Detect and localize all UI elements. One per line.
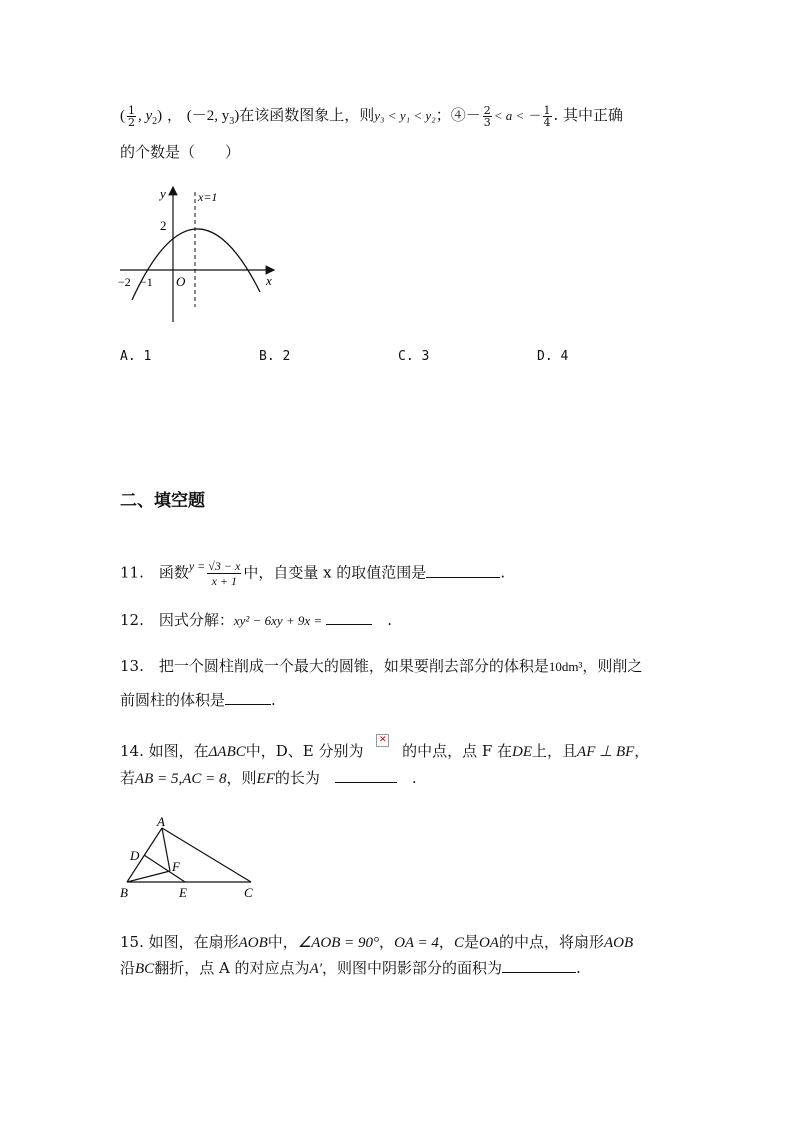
label-c: C: [244, 885, 253, 900]
broken-image-icon: ✕: [376, 734, 389, 747]
label-f: F: [172, 859, 180, 874]
option-b: B. 2: [259, 349, 291, 364]
graph-x-label: x: [266, 273, 272, 288]
graph-tick-neg2: −2: [118, 275, 131, 289]
option-a: A. 1: [120, 349, 152, 364]
q12: 12. 因式分解：xy² − 6xy + 9x = .: [120, 611, 392, 629]
q14-line2: 若AB = 5,AC = 8，则EF的长为 .: [120, 769, 417, 787]
q15-line2: 沿BC翻折，点 A 的对应点为A′，则图中阴影部分的面积为 .: [120, 959, 581, 977]
graph-tick-2: 2: [160, 218, 167, 233]
parabola-curve: [132, 229, 260, 300]
label-a: A: [157, 814, 165, 829]
parabola-graph: [118, 182, 283, 327]
q13-line2: 前圆柱的体积是 .: [120, 691, 276, 709]
graph-origin: O: [176, 274, 186, 289]
option-d: D. 4: [537, 349, 569, 364]
q14-answer-blank[interactable]: [335, 768, 397, 783]
label-d: D: [130, 848, 140, 863]
graph-tick-neg1: −1: [140, 275, 153, 289]
q15-answer-blank[interactable]: [502, 958, 576, 973]
label-b: B: [120, 885, 128, 900]
q10-pt1-frac: $\frac{1}{2}$: [128, 103, 135, 129]
q12-answer-blank[interactable]: [326, 610, 372, 625]
q10-text1: 在该函数图象上，则: [239, 106, 375, 124]
q14-line1: 14. 如图，在ΔABC中，D、E 分别为 ✕ 的中点，点 F 在DE上，且AF ⊥ BF，: [120, 735, 650, 760]
option-c: C. 3: [398, 349, 430, 364]
q10-line1: ( $\frac{1}{2}$ , $y_2$) ， (－2, $y_3$)在该函数图象上，则y₃ < y₁ < y₂；④－ $\frac{2}{3}$ < a < － $\frac{1}{4}$ . 其中正确: [120, 103, 624, 129]
q13-line1: 13. 把一个圆柱削成一个最大的圆锥，如果要削去部分的体积是10dm³，则削之: [120, 657, 643, 675]
q13-answer-blank[interactable]: [225, 690, 271, 705]
q11: 11. 函数$^{y =}$ $\frac{√3 - x}{x + 1}$ 中，自变量 x 的取值范围是 .: [120, 559, 506, 588]
triangle-figure: [117, 814, 267, 904]
q11-fraction: $\frac{√3 - x}{x + 1}$: [208, 559, 241, 588]
section-title: 二、填空题: [120, 491, 205, 511]
q10-line2: 的个数是（ ）: [120, 143, 241, 161]
graph-y-label: y: [160, 186, 166, 201]
label-e: E: [179, 885, 187, 900]
q10-inequality: y₃ < y₁ < y₂: [374, 108, 436, 123]
graph-axis-line-label: x=1: [198, 190, 218, 204]
q15-line1: 15. 如图，在扇形AOB中，∠AOB = 90°，OA = 4，C是OA的中点，将扇形AOB: [120, 933, 634, 951]
segment-af: [162, 828, 170, 871]
q11-answer-blank[interactable]: [426, 563, 500, 578]
